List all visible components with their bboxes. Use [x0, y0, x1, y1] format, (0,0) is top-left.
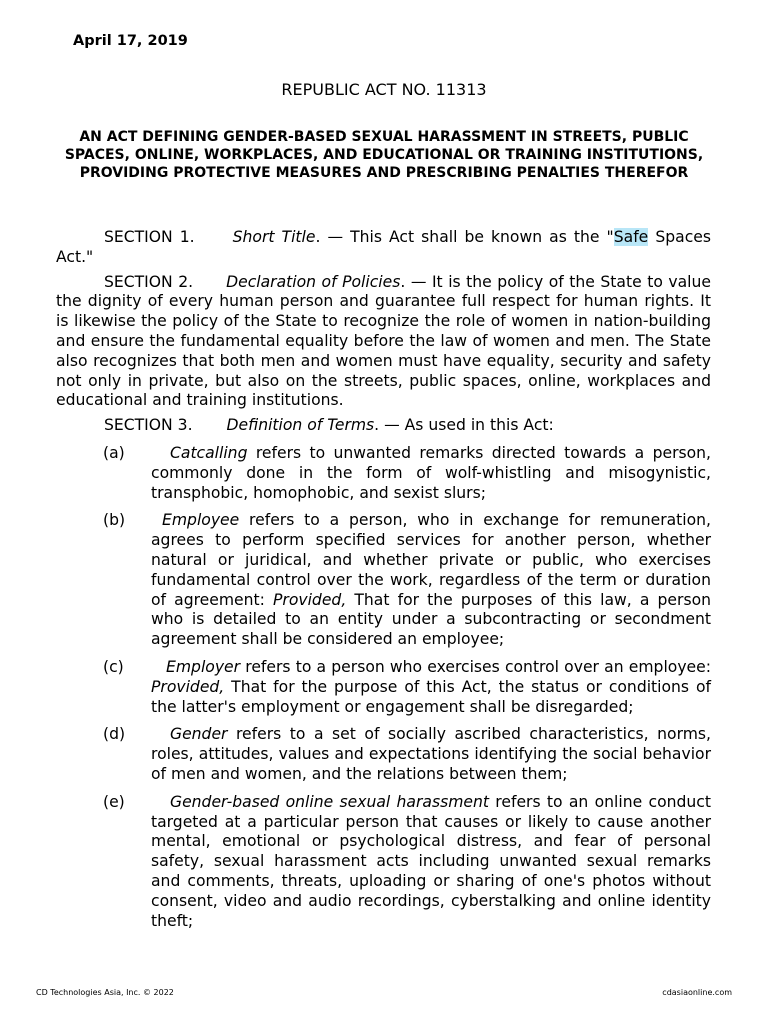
definition-text: refers to a person, who in exchange for remuneration, agrees to perform specified services for another person, whether natural or juridical, and whether private or public, who exercises fundamental control over the work, regardless of the term or duration of agreement:: [151, 511, 711, 609]
document-date: April 17, 2019: [73, 33, 188, 49]
section-heading: Definition of Terms: [226, 416, 375, 435]
defined-term: Employer: [166, 657, 241, 676]
act-title: AN ACT DEFINING GENDER-BASED SEXUAL HARASSMENT IN STREETS, PUBLIC SPACES, ONLINE, WORKPLACES, AND EDUCATIONAL OR TRAINING INSTITUTIONS, PROVIDING PROTECTIVE MEASURES AND PRESCRIBING PENALTIES THEREFOR: [64, 129, 704, 181]
definition-text: refers to an online conduct targeted at a particular person that causes or likely to cause another mental, emotional or psychological distress, and fear of personal safety, sexual harassment acts including unwanted sexual remarks and comments, threats, uploading or sharing of one's photos without consent, video and audio recordings, cyberstalking and online identity theft;: [151, 792, 711, 930]
defined-term: Catcalling: [170, 443, 248, 462]
section-text-continued: Spaces Act.": [56, 228, 711, 266]
definition-item: [56, 725, 711, 784]
defined-term: Gender: [170, 725, 228, 744]
section-2: [56, 273, 711, 412]
section-label: SECTION 1.: [104, 228, 195, 246]
item-label: (d): [103, 725, 126, 744]
definition-text-continued: That for the purposes of this law, a person who is detailed to an entity under a subcontracting or secondment agreement shall be considered an employee;: [151, 590, 711, 649]
section-text: . — It is the policy of the State to value the dignity of every human person and guarantee full respect for human rights. It is likewise the policy of the State to recognize the role of women in nation-building and ensure the fundamental equality before the law of women and men. The State also recognizes that both men and women must have equality, security and safety not only in private, but also on the streets, public spaces, online, workplaces and educational and training institutions.: [56, 272, 711, 410]
section-heading: Declaration of Policies: [226, 272, 401, 291]
item-label: (b): [103, 511, 126, 530]
section-3: [56, 416, 711, 436]
section-label: SECTION 3.: [104, 416, 193, 435]
item-label: (a): [103, 443, 125, 462]
definition-text-continued: That for the purpose of this Act, the status or conditions of the latter's employment or engagement shall be disregarded;: [151, 677, 711, 716]
definition-item: [56, 793, 711, 932]
footer-website: cdasiaonline.com: [662, 988, 732, 997]
item-label: (c): [103, 657, 124, 676]
definition-item: [56, 511, 711, 650]
document-body: [56, 228, 711, 939]
definition-text: refers to a person who exercises control over an employee:: [240, 657, 711, 676]
section-heading: Short Title: [232, 228, 316, 246]
defined-term: Employee: [162, 511, 240, 530]
proviso: Provided,: [273, 590, 347, 609]
proviso: Provided,: [151, 677, 225, 696]
defined-term: Gender-based online sexual harassment: [170, 792, 489, 811]
section-text: . — This Act shall be known as the ": [315, 228, 614, 246]
highlighted-text: Safe: [613, 228, 649, 246]
section-label: SECTION 2.: [104, 272, 194, 291]
definition-text: refers to a set of socially ascribed characteristics, norms, roles, attitudes, values and expectations identifying the social behavior of men and women, and the relations between them;: [151, 725, 711, 783]
item-label: (e): [103, 792, 125, 811]
act-number-heading: REPUBLIC ACT NO. 11313: [281, 80, 487, 99]
section-text: . — As used in this Act:: [374, 416, 554, 435]
footer-copyright: CD Technologies Asia, Inc. © 2022: [36, 988, 174, 997]
definition-text: refers to unwanted remarks directed towards a person, commonly done in the form of wolf-whistling and misogynistic, transphobic, homophobic, and sexist slurs;: [151, 443, 711, 502]
section-1: [56, 228, 711, 268]
definition-item: [56, 444, 711, 503]
definition-item: [56, 658, 711, 717]
